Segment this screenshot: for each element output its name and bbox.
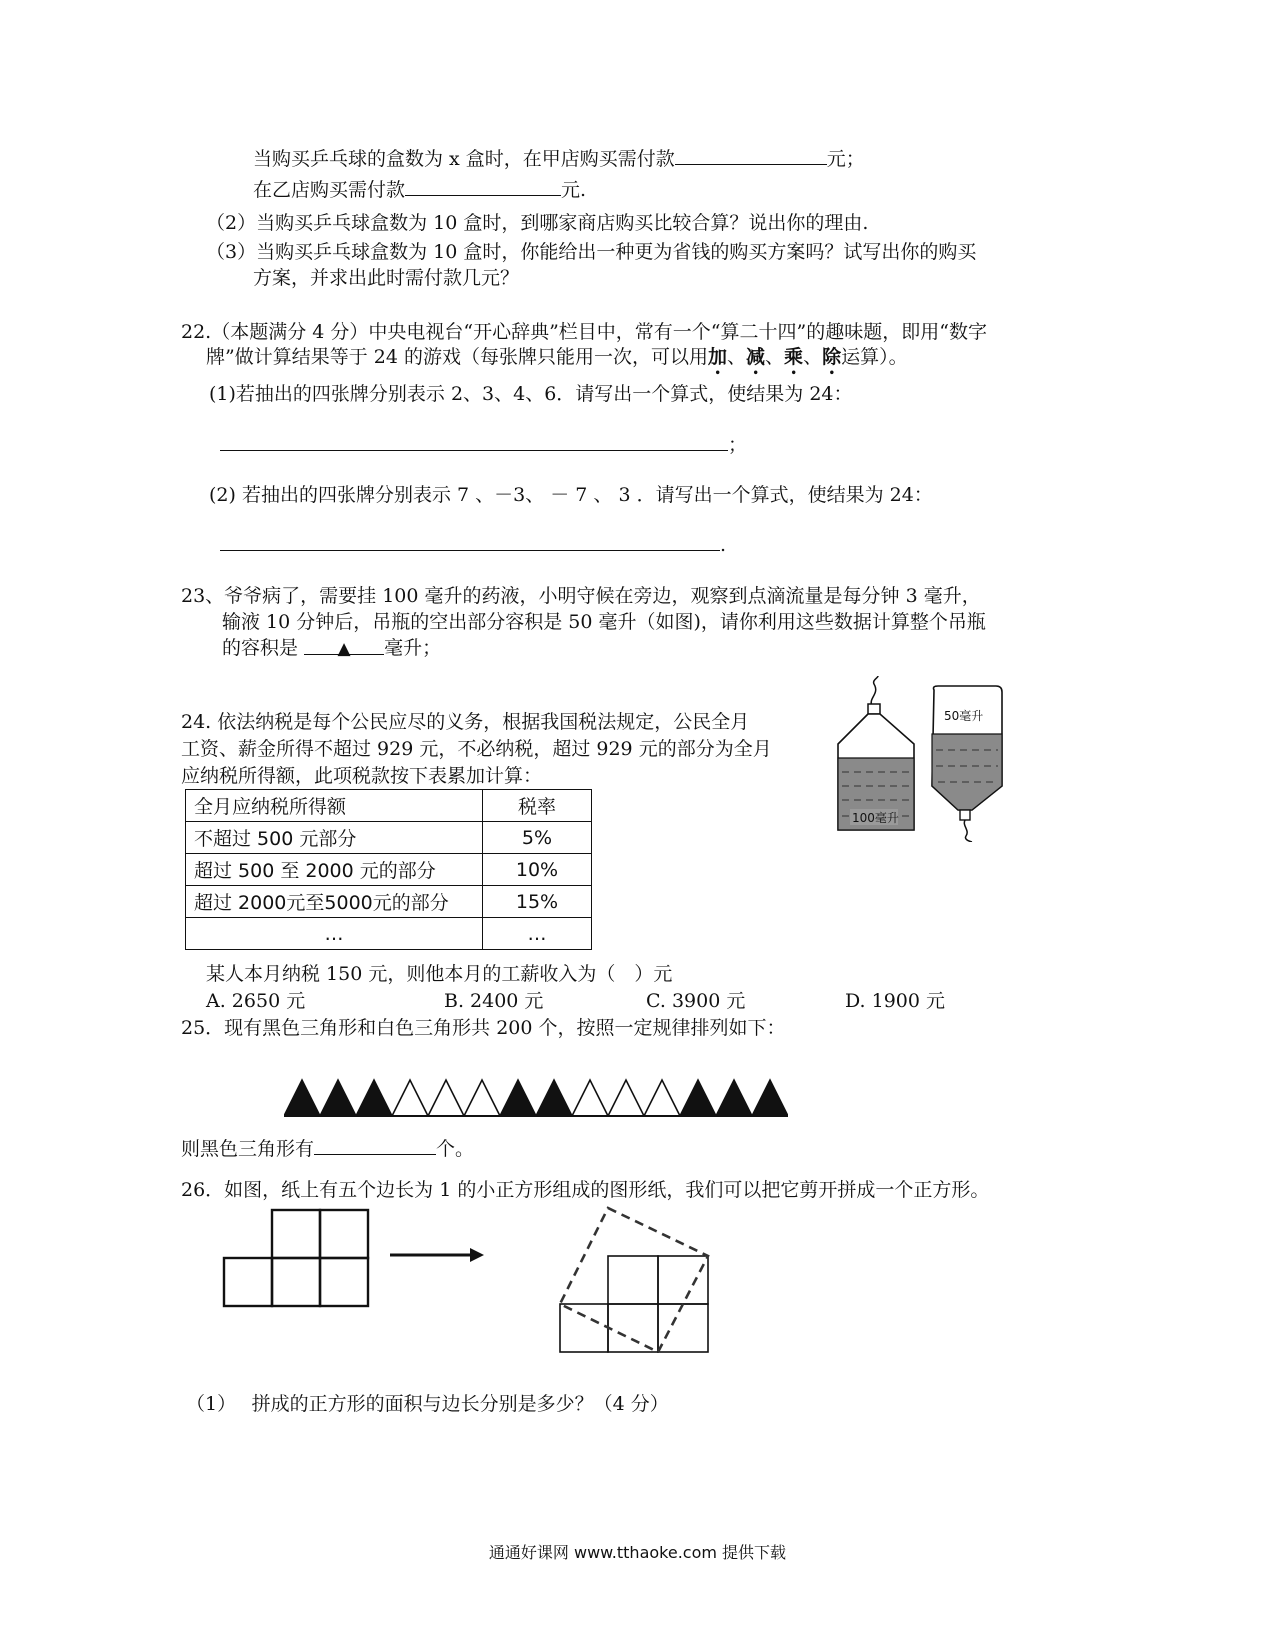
q24-option-a: A. 2650 元 [206,990,306,1012]
arrow-right-icon [390,1244,486,1266]
tax-range-cell: 不超过 500 元部分 [186,822,483,854]
black-triangle [500,1080,536,1116]
table-row [186,886,592,918]
table-row [186,918,592,950]
q21-line2-text: 在乙店购买需付款 [253,179,406,201]
white-triangle [572,1080,608,1116]
q25-answer [181,1136,474,1161]
table-row [186,822,592,854]
q21-line2 [253,177,586,202]
q22-op-div: 除 [822,346,842,368]
q21-line1 [253,146,865,171]
q24-option-c: C. 3900 元 [646,990,746,1012]
left-bottle-tube [871,676,878,706]
q24-line2: 工资、薪金所得不超过 929 元，不必纳税，超过 929 元的部分为全月 [181,738,772,760]
q21-part2: （2）当购买乒乓球盒数为 10 盒时，到哪家商店购买比较合算？说出你的理由. [206,212,869,234]
q23-triangle-mark: ▲ [337,639,351,659]
q21-line1-text: 当购买乒乓球的盒数为 x 盒时，在甲店购买需付款 [253,148,675,170]
q26-part1: （1） 拼成的正方形的面积与边长分别是多少？（4 分） [186,1393,669,1415]
q22-op-mul: 乘 [784,346,804,368]
tax-rate-cell: … [483,918,592,950]
q22-line1: 22.（本题满分 4 分）中央电视台“开心辞典”栏目中，常有一个“算二十四”的趣味题，即用“数字 [181,321,987,343]
q22-op-add: 加 [707,346,727,368]
triangle-pattern [284,1078,788,1118]
q25-line1: 25．现有黑色三角形和白色三角形共 200 个，按照一定规律排列如下： [181,1017,786,1039]
q23-line3-text: 的容积是 [222,637,299,659]
footer-source: 通通好课网 www.tthaoke.com 提供下载 [488,1543,787,1562]
q22-line2-end: 运算）。 [841,346,908,368]
tax-header-rate: 税率 [483,790,592,822]
q23-line1: 23、爷爷病了，需要挂 100 毫升的药液，小明守候在旁边，观察到点滴流量是每分钟 3 毫升， [181,585,981,607]
q24-line3: 应纳税所得额，此项税款按下表累加计算： [181,765,543,787]
white-triangle [464,1080,500,1116]
q23-line3 [222,636,441,660]
q22-line2 [206,345,908,379]
q23-line2: 输液 10 分钟后，吊瓶的空出部分容积是 50 毫升（如图)，请你利用这些数据计算整个吊瓶 [222,611,986,633]
q25-answer-unit: 个。 [436,1138,475,1160]
rotated-square-figure [556,1204,716,1356]
black-triangle [284,1080,320,1116]
q21-part3-line2: 方案，并求出此时需付款几元？ [253,267,520,289]
black-triangle [680,1080,716,1116]
black-triangle [716,1080,752,1116]
q22-part1: (1)若抽出的四张牌分别表示 2、3、4、6．请写出一个算式，使结果为 24： [209,383,853,405]
q21-blank-yi [405,177,561,196]
tax-range-cell: 超过 500 至 2000 元的部分 [186,854,483,886]
table-row [186,854,592,886]
q24-line1: 24. 依法纳税是每个公民应尽的义务，根据我国税法规定，公民全月 [181,711,750,733]
q22-part2: (2) 若抽出的四张牌分别表示 7 、－3、 － 7 、 3 ．请写出一个算式，使结果为 24： [209,484,933,506]
q24-option-b: B. 2400 元 [444,990,544,1012]
right-bottle-tube [964,820,972,842]
q25-answer-text: 则黑色三角形有 [181,1138,315,1160]
black-triangle [752,1080,788,1116]
tax-table-header [186,790,592,822]
q23-blank [304,636,384,659]
q25-blank [314,1136,436,1155]
tax-range-cell: 超过 2000元至5000元的部分 [186,886,483,918]
tax-rate-cell: 5% [483,822,592,854]
q22-blank-2 [220,532,720,551]
q22-sep: 、 [803,346,823,368]
tax-range-cell: … [186,918,483,950]
white-triangle [608,1080,644,1116]
black-triangle [536,1080,572,1116]
black-triangle [356,1080,392,1116]
q22-answer1-line [220,432,747,457]
q22-sep: 、 [765,346,785,368]
left-bottle-label: 100毫升 [852,811,899,825]
q22-blank-1 [220,432,728,451]
q21-part3-line1: （3）当购买乒乓球盒数为 10 盒时，你能给出一种更为省钱的购买方案吗？试写出你的购买 [206,241,977,263]
q21-line1-unit: 元； [826,148,865,170]
white-triangle [392,1080,428,1116]
left-bottle-cap [868,704,880,714]
q22-sep: 、 [727,346,747,368]
tax-header-range: 全月应纳税所得额 [186,790,483,822]
q22-line2-text: 牌”做计算结果等于 24 的游戏（每张牌只能用一次，可以用 [206,346,708,368]
q24-option-d: D. 1900 元 [845,990,946,1012]
black-triangle [320,1080,356,1116]
white-triangle [428,1080,464,1116]
q21-line2-unit: 元. [561,179,587,201]
q22-answer2-end: . [720,534,727,556]
q26-line1: 26．如图，纸上有五个边长为 1 的小正方形组成的图形纸，我们可以把它剪开拼成一个正方形。 [181,1179,990,1201]
q22-op-sub: 减 [746,346,766,368]
bottles-figure [832,676,1012,842]
white-triangle [644,1080,680,1116]
q22-answer1-end: ； [728,434,748,456]
right-bottle-label: 50毫升 [944,709,984,723]
q24-question: 某人本月纳税 150 元，则他本月的工薪收入为（ ）元 [206,963,673,985]
five-squares-figure [220,1208,372,1310]
tax-table [185,789,592,950]
right-bottle-liquid [932,734,1002,810]
right-bottle-outlet [960,810,970,820]
tax-rate-cell: 10% [483,854,592,886]
tax-rate-cell: 15% [483,886,592,918]
q23-line3-unit: 毫升； [384,637,442,659]
q22-answer2-line [220,532,726,557]
q21-blank-jia [675,146,827,165]
